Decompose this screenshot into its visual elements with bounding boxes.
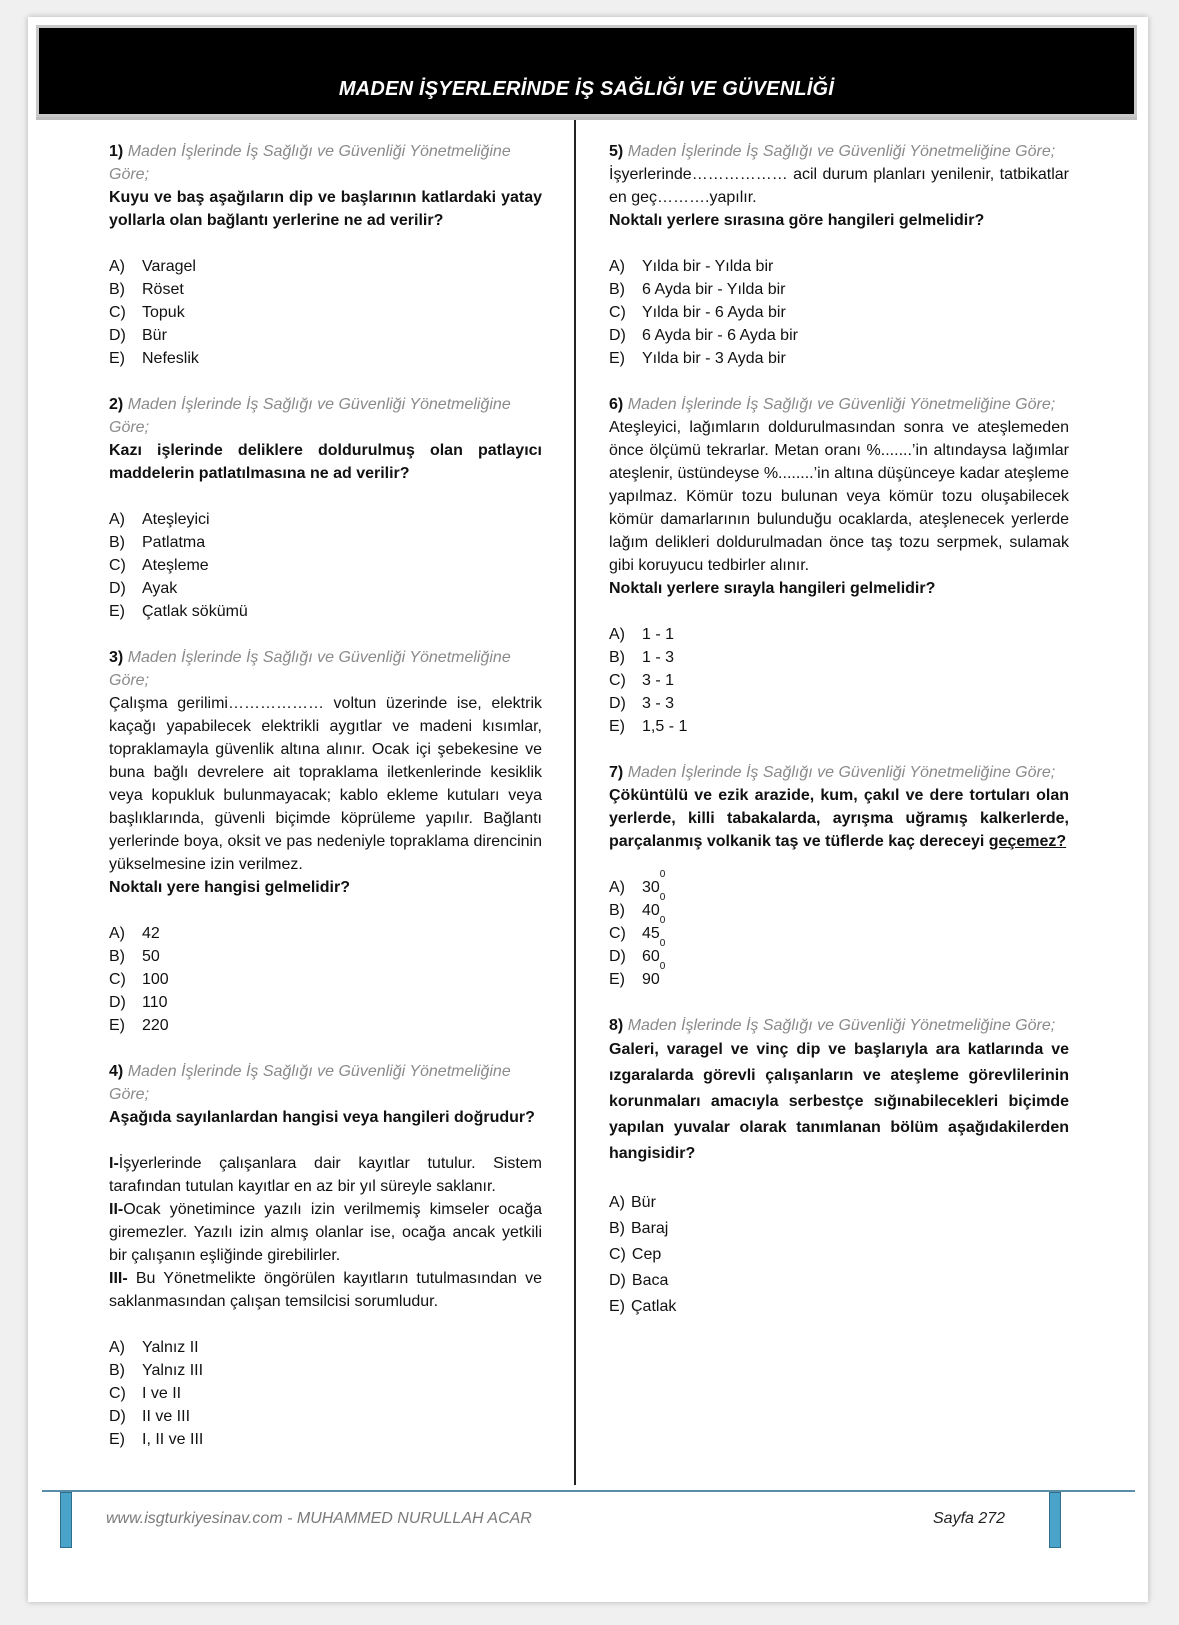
footer-right-accent: [1049, 1492, 1061, 1548]
option-c[interactable]: C) Ateşleme: [109, 557, 209, 574]
option-e[interactable]: E) Çatlak: [609, 1298, 677, 1315]
option-list: [609, 623, 1069, 738]
question-number: 6): [609, 396, 624, 413]
question-8: [609, 1014, 1069, 1320]
option-e[interactable]: E) Çatlak sökümü: [109, 603, 248, 620]
question-stem: Aşağıda sayılanlardan hangisi veya hangileri doğrudur?: [109, 1109, 535, 1126]
option-d[interactable]: D) 110: [109, 994, 168, 1011]
option-list: [609, 1190, 1069, 1320]
degree-mark: 0: [659, 961, 666, 972]
question-body: Çalışma gerilimi……………… voltun üzerinde ise, elektrik kaçağı yapabilecek elektrikli aygıtlar ve madeni kısımlar, topraklamayla güvenlik altına alınır. Ocak içi şebekesine ve buna bağlı devrelere ait topraklama iletkenlerinde kesiklik veya kopukluk bulunmayacak; kablo ekleme kutuları veya başlıklarında, güvenli biçimde köprüleme yapılır. Bağlantı yerlerinde boya, oksit ve pas nedeniyle topraklama direncinin yükselmesine izin verilmez.: [109, 695, 542, 873]
question-source: Maden İşlerinde İş Sağlığı ve Güvenliği Yönetmeliğine Göre;: [627, 143, 1056, 160]
option-c[interactable]: C) Cep: [609, 1246, 662, 1263]
question-stem: Noktalı yere hangisi gelmelidir?: [109, 879, 350, 896]
question-number: 2): [109, 396, 124, 413]
option-list: [109, 922, 542, 1037]
question-number: 8): [609, 1017, 624, 1034]
page-number: Sayfa 272: [933, 1510, 1006, 1527]
option-b[interactable]: B) 6 Ayda bir - Yılda bir: [609, 281, 786, 298]
footer-rule: [42, 1490, 1135, 1492]
option-d[interactable]: D) 6 Ayda bir - 6 Ayda bir: [609, 327, 798, 344]
option-e[interactable]: E) 1,5 - 1: [609, 718, 688, 735]
page-title: MADEN İŞYERLERİNDE İŞ SAĞLIĞI VE GÜVENLİĞİ: [338, 78, 835, 100]
degree-mark: 0: [659, 892, 666, 903]
question-number: 5): [609, 143, 624, 160]
statement-1: I-İşyerlerinde çalışanlara dair kayıtlar tutulur. Sistem tarafından tutulan kayıtlar en az bir yıl süreyle saklanır.: [109, 1155, 542, 1195]
option-list: [609, 255, 1069, 370]
footer-left-accent: [60, 1492, 72, 1548]
option-list: [109, 255, 542, 370]
option-e[interactable]: E) 220: [109, 1017, 169, 1034]
question-source: Maden İşlerinde İş Sağlığı ve Güvenliği Yönetmeliğine Göre;: [627, 396, 1056, 413]
question-body: Ateşleyici, lağımların doldurulmasından sonra ve ateşlemeden önce ölçümü tekrarlar. Metan oranı %.......’in altındaysa lağımlar ateşlenir, üstündeyse %........’in altına düşünceye kadar ateşleme yapılmaz. Kömür tozu bulunan veya kömür tozu oluşabilecek kömür damarlarının bulunduğu ocaklarda, ateşlenecek yerlerde lağım delikleri doldurulmadan önce taş tozu serpmek, sulamak gibi koruyucu tedbirler alınır.: [609, 419, 1069, 574]
question-stem: Noktalı yerlere sırayla hangileri gelmelidir?: [609, 580, 936, 597]
question-number: 7): [609, 764, 624, 781]
statement-3: III- Bu Yönetmelikte öngörülen kayıtların tutulmasından ve saklanmasından çalışan temsilcisi sorumludur.: [109, 1270, 542, 1310]
question-stem: Çöküntülü ve ezik arazide, kum, çakıl ve dere tortuları olan yerlerde, killi tabakalarda, ayrışma uğramış kalkerlerde, parçalanmış volkanik taş ve tüflerde kaç dereceyi geçemez?: [609, 787, 1069, 850]
option-c[interactable]: C) 100: [109, 971, 169, 988]
option-c[interactable]: C) Yılda bir - 6 Ayda bir: [609, 304, 786, 321]
question-source: Maden İşlerinde İş Sağlığı ve Güvenliği Yönetmeliğine Göre;: [627, 764, 1056, 781]
left-column: [109, 140, 542, 1451]
option-a[interactable]: A) 1 - 1: [609, 626, 675, 643]
page-sheet: [28, 17, 1148, 1602]
question-source: Maden İşlerinde İş Sağlığı ve Güvenliği Yönetmeliğine Göre;: [109, 396, 511, 436]
question-2: [109, 393, 542, 623]
question-source: Maden İşlerinde İş Sağlığı ve Güvenliği Yönetmeliğine Göre;: [627, 1017, 1056, 1034]
question-source: Maden İşlerinde İş Sağlığı ve Güvenliği Yönetmeliğine Göre;: [109, 143, 511, 183]
option-list: [609, 869, 1069, 991]
question-stem: Noktalı yerlere sırasına göre hangileri gelmelidir?: [609, 212, 985, 229]
degree-mark: 0: [659, 869, 666, 880]
question-stem: Galeri, varagel ve vinç dip ve başlarıyla ara katlarında ve ızgaralarda görevli çalışanların ve ateşleme görevlilerinin korunmaları amacıyla serbestçe sığınabilecekleri biçimde yapılan yuvalar olarak tanımlanan bölüm aşağıdakilerden hangisidir?: [609, 1041, 1069, 1162]
option-c[interactable]: C) I ve II: [109, 1385, 182, 1402]
question-stem: Kazı işlerinde deliklere doldurulmuş olan patlayıcı maddelerin patlatılmasına ne ad verilir?: [109, 442, 542, 482]
option-d[interactable]: D) II ve III: [109, 1408, 191, 1425]
option-b[interactable]: B) 50: [109, 948, 160, 965]
option-a[interactable]: A) 42: [109, 925, 160, 942]
option-b[interactable]: B) 40 $^0$: [609, 892, 666, 919]
question-1: [109, 140, 542, 370]
question-number: 1): [109, 143, 124, 160]
option-list: [109, 508, 542, 623]
option-b[interactable]: B) Baraj: [609, 1220, 669, 1237]
option-e[interactable]: E) Yılda bir - 3 Ayda bir: [609, 350, 786, 367]
degree-mark: 0: [659, 915, 666, 926]
footer-credit: www.isgturkiyesinav.com - MUHAMMED NURULLAH ACAR: [106, 1510, 532, 1527]
option-a[interactable]: A) Ateşleyici: [109, 511, 210, 528]
option-list: [109, 1336, 542, 1451]
question-7: [609, 761, 1069, 991]
option-e[interactable]: E) Nefeslik: [109, 350, 199, 367]
question-number: 4): [109, 1063, 124, 1080]
question-6: [609, 393, 1069, 738]
question-source: Maden İşlerinde İş Sağlığı ve Güvenliği Yönetmeliğine Göre;: [109, 1063, 511, 1103]
question-stem: Kuyu ve baş aşağıların dip ve başlarının katlardaki yatay yollarla olan bağlantı yerlerine ne ad verilir?: [109, 189, 542, 229]
option-c[interactable]: C) Topuk: [109, 304, 185, 321]
option-a[interactable]: A) Bür: [609, 1194, 656, 1211]
option-d[interactable]: D) 3 - 3: [609, 695, 675, 712]
option-b[interactable]: B) Röset: [109, 281, 184, 298]
question-4: [109, 1060, 542, 1451]
question-number: 3): [109, 649, 124, 666]
question-5: [609, 140, 1069, 370]
column-divider: [574, 120, 576, 1485]
header-banner: [36, 25, 1137, 117]
option-b[interactable]: B) 1 - 3: [609, 649, 675, 666]
underlined-word: geçemez?: [988, 833, 1067, 850]
statement-2: II-Ocak yönetimince yazılı izin verilmemiş kimseler ocağa giremezler. Yazılı izin almış olanlar ise, ocağa ancak yetkili bir çalışanın eşliğinde girebilirler.: [109, 1201, 542, 1264]
option-a[interactable]: A) Yalnız II: [109, 1339, 199, 1356]
option-d[interactable]: D) Bür: [109, 327, 167, 344]
option-c[interactable]: C) 45 $^0$: [609, 915, 666, 942]
question-3: [109, 646, 542, 1037]
option-b[interactable]: B) Yalnız III: [109, 1362, 204, 1379]
option-d[interactable]: D) Baca: [609, 1272, 669, 1289]
option-a[interactable]: A) Varagel: [109, 258, 196, 275]
degree-mark: 0: [659, 938, 666, 949]
option-e[interactable]: E) I, II ve III: [109, 1431, 204, 1448]
option-d[interactable]: D) Ayak: [109, 580, 178, 597]
right-column: [609, 140, 1069, 1320]
header-rule: [36, 117, 1137, 120]
option-a[interactable]: A) Yılda bir - Yılda bir: [609, 258, 774, 275]
option-b[interactable]: B) Patlatma: [109, 534, 206, 551]
option-d[interactable]: D) 60 $^0$: [609, 938, 666, 965]
option-e[interactable]: E) 90 $^0$: [609, 961, 666, 988]
option-c[interactable]: C) 3 - 1: [609, 672, 675, 689]
question-body: İşyerlerinde……………… acil durum planları yenilenir, tatbikatlar en geç……….yapılır.: [609, 166, 1069, 206]
option-a[interactable]: A) 30 $^0$: [609, 869, 666, 896]
question-source: Maden İşlerinde İş Sağlığı ve Güvenliği Yönetmeliğine Göre;: [109, 649, 511, 689]
